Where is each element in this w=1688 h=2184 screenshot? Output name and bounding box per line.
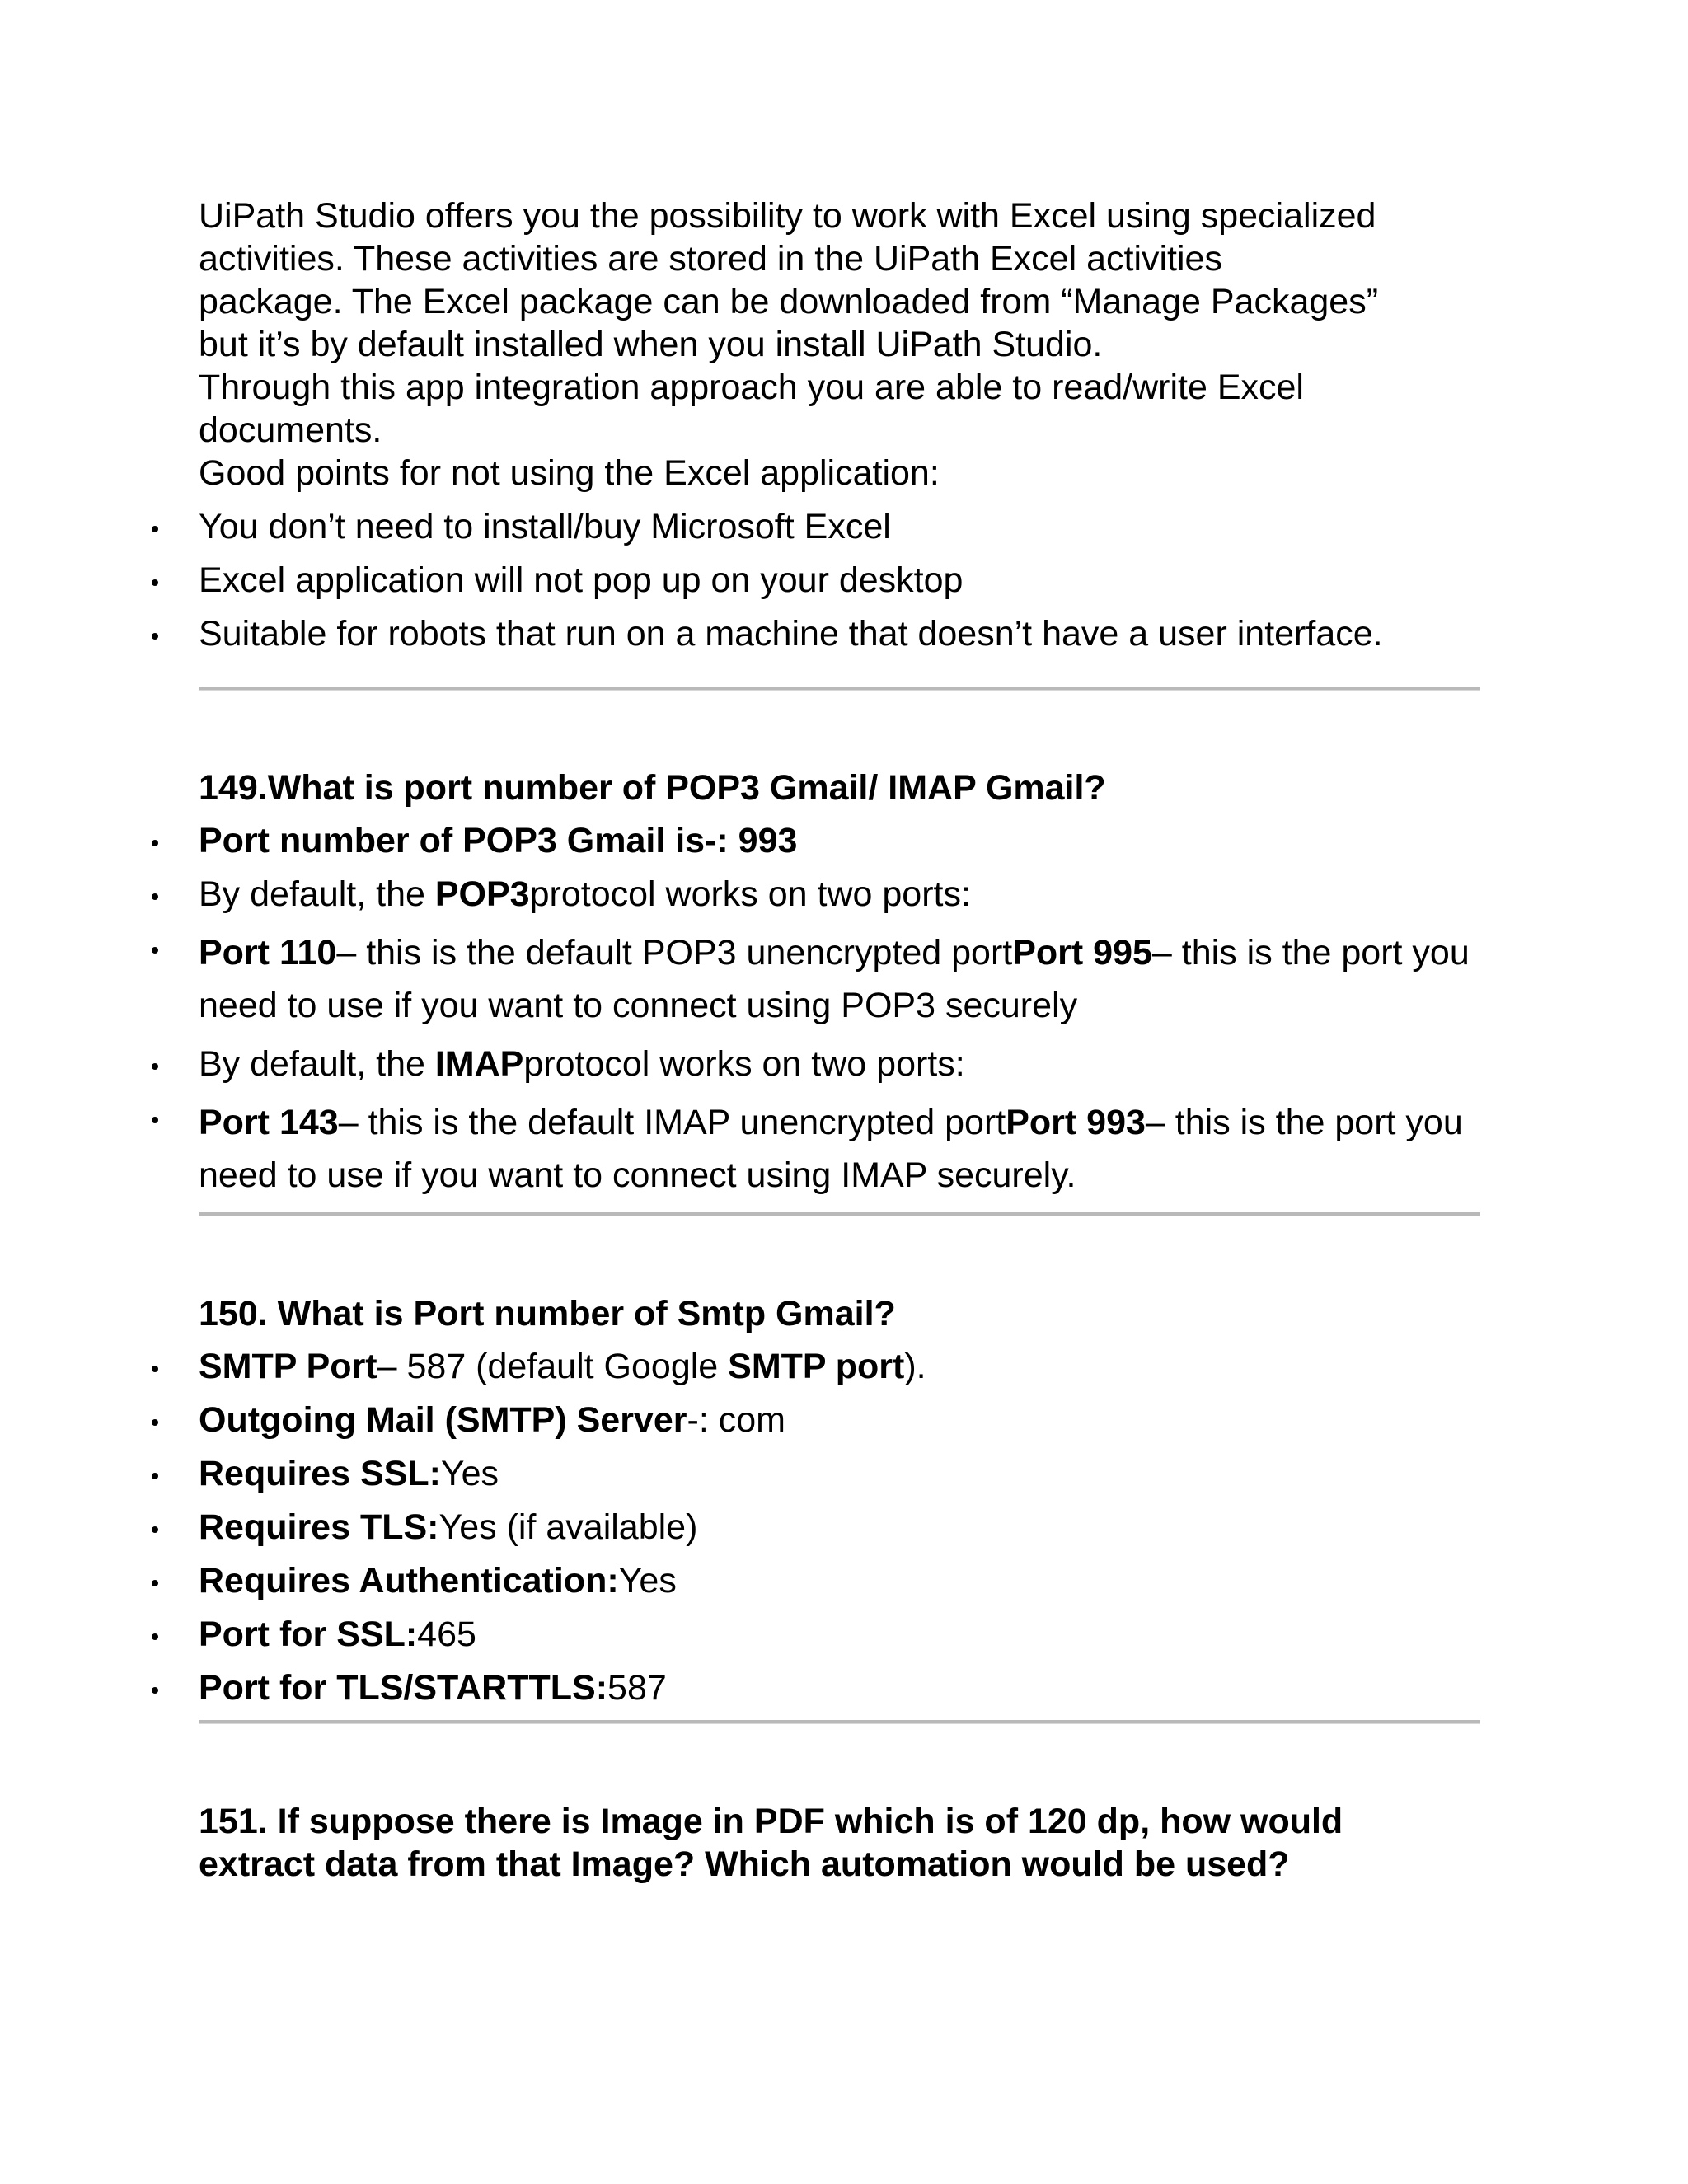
answer-text: – this is the port you need to use if you want to connect using IMAP securely. [199,1103,1463,1195]
answer-bold-text: POP3 [434,874,530,914]
answer-bullet-list [199,819,1484,1202]
answer-text: – this is the default IMAP unencrypted port [338,1103,1006,1142]
list-item [199,1043,1484,1085]
list-item [199,1613,1484,1656]
list-item [199,1345,1484,1388]
intro-line: documents. [199,410,382,450]
answer-text: Yes [618,1561,677,1601]
list-item [199,1506,1484,1549]
intro-line: activities. These activities are stored in the UiPath Excel activities [199,239,1222,279]
answer-bullet-list [199,1345,1484,1709]
question-heading: 150. What is Port number of Smtp Gmail? [199,1294,896,1333]
answer-text: By default, the [199,874,435,914]
list-item [199,1666,1484,1709]
answer-text: 465 [417,1615,476,1654]
answer-text: – this is the default POP3 unencrypted port [336,933,1013,972]
page-content [199,194,1484,1886]
answer-text: Yes [440,1454,499,1493]
answer-bold-text: Outgoing Mail (SMTP) Server [199,1400,687,1440]
list-item [199,873,1484,916]
answer-bold-text: Port 143 [199,1103,339,1142]
answer-bold-text: Port for SSL: [199,1615,418,1654]
answer-bold-text: Requires SSL: [199,1454,441,1493]
answer-text: 587 [607,1668,667,1708]
answer-text: ). [904,1347,926,1386]
answer-bold-text: Requires Authentication: [199,1561,619,1601]
answer-text: protocol works on two ports: [529,874,971,914]
question-heading: 149.What is port number of POP3 Gmail/ IMAP Gmail? [199,768,1106,808]
list-item [199,819,1484,862]
list-item [199,1452,1484,1495]
answer-bold-text: SMTP port [728,1347,905,1386]
answer-bold-text: Port for TLS/STARTTLS: [199,1668,608,1708]
answer-text: – this is the port you need to use if you want to connect using POP3 securely [199,933,1470,1025]
answer-text: – 587 (default Google [377,1347,729,1386]
intro-line: Through this app integration approach you are able to read/write Excel [199,368,1304,407]
horizontal-divider [199,1720,1480,1724]
list-item: Suitable for robots that run on a machine that doesn’t have a user interface. [199,612,1484,655]
list-item: Excel application will not pop up on your desktop [199,559,1484,602]
answer-bold-text: Port number of POP3 Gmail is-: 993 [199,821,798,860]
answer-text: Yes (if available) [438,1507,698,1547]
answer-bold-text: IMAP [434,1044,524,1084]
question-heading: 151. If suppose there is Image in PDF which is of 120 dp, how would [199,1802,1343,1841]
horizontal-divider [199,1212,1480,1216]
intro-line: package. The Excel package can be downloaded from “Manage Packages” [199,282,1379,321]
intro-line: but it’s by default installed when you install UiPath Studio. [199,325,1103,364]
list-item: You don’t need to install/buy Microsoft Excel [199,505,1484,548]
answer-bold-text: Port 110 [199,933,337,972]
answer-text: protocol works on two ports: [523,1044,965,1084]
answer-bold-text: SMTP Port [199,1347,377,1386]
intro-line: Good points for not using the Excel application: [199,453,940,493]
question-151-section [199,1800,1484,1886]
answer-bold-text: Port 995 [1012,933,1152,972]
list-item [199,1559,1484,1602]
answer-bold-text: Port 993 [1006,1103,1146,1142]
intro-bullet-list [199,505,1484,655]
intro-section [199,194,1484,655]
question-150-section [199,1292,1484,1709]
intro-line: UiPath Studio offers you the possibility to work with Excel using specialized [199,196,1376,236]
horizontal-divider [199,687,1480,691]
list-item [199,1096,1484,1202]
question-heading: extract data from that Image? Which automation would be used? [199,1844,1290,1884]
list-item [199,926,1484,1032]
list-item [199,1399,1484,1441]
question-149-section [199,766,1484,1202]
answer-text: By default, the [199,1044,435,1084]
answer-text: -: com [687,1400,785,1440]
answer-bold-text: Requires TLS: [199,1507,439,1547]
